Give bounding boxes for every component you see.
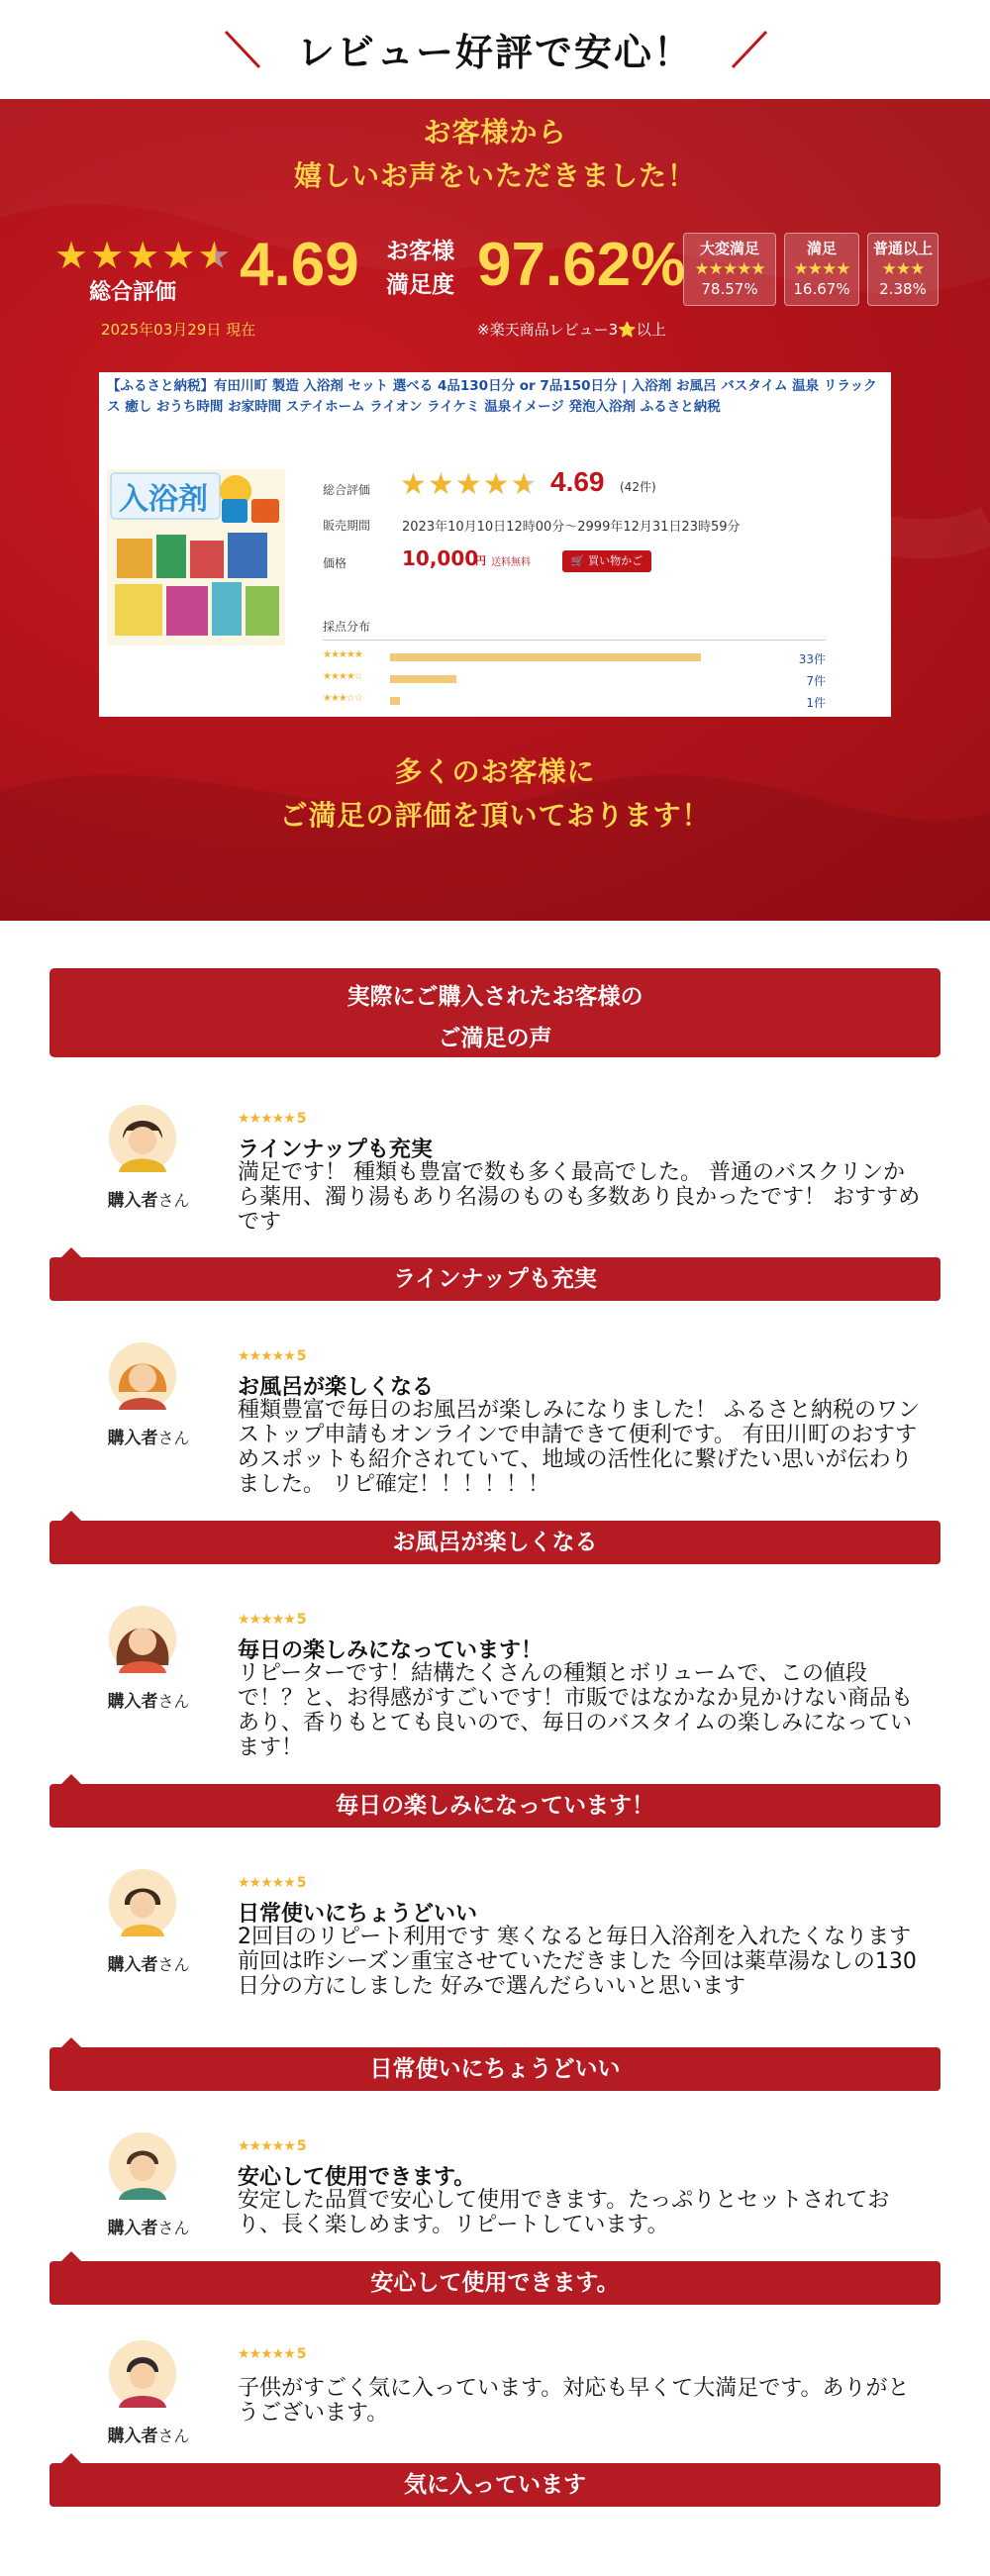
distribution-count[interactable]: 33件 [798, 652, 826, 666]
closing-line-2: ご満足の評価を頂いております！ [279, 799, 711, 832]
distribution-row-5[interactable] [323, 649, 826, 665]
review-title: 安心して使用できます。 [238, 2165, 476, 2190]
distribution-count[interactable]: 7件 [806, 674, 826, 688]
review-stars: ★★★★★ 5 [238, 1612, 306, 1628]
review-banner: 気に入っています [50, 2463, 940, 2507]
page-title: レビュー好評で安心！ [296, 31, 693, 74]
review-body: リピーターです！結構たくさんの種類とボリュームで、この値段で！？と、お得感がすごいです！市販ではなかなか見かけない商品もあり、香りもとても良いので、毎日のバスタイムの楽しみになっています！ [238, 1661, 914, 1760]
avatar [109, 2132, 176, 2200]
page-header [0, 0, 990, 99]
card-rating-value: 4.69 [550, 466, 605, 497]
free-shipping-label: 送料無料 [491, 557, 531, 568]
closing-line-1: 多くのお客様に [394, 755, 596, 788]
overall-stars [54, 234, 231, 277]
as-of-date: 2025年03月29日 現在 [101, 321, 256, 339]
satisfaction-rate: 97.62% [477, 231, 686, 299]
review-stars: ★★★★★ 5 [238, 1875, 306, 1891]
satisfaction-label: お客様 満足度 [386, 239, 454, 298]
headline-line-1: お客様から [423, 116, 567, 149]
star-icon: ★ [54, 234, 89, 277]
avatar [109, 1869, 176, 1936]
product-image-graphic [107, 469, 285, 645]
product-title-link[interactable]: 【ふるさと納税】有田川町 製造 入浴剤 セット 選べる 4品130日分 or 7品150日分 | 入浴剤 お風呂 バスタイム 温泉 リラックス 癒し おうち時間 お家時間 ステイホーム ライオン ライケミ 温泉イメージ 発泡入浴剤 ふるさと納税 [107, 378, 877, 415]
breakdown-very-satisfied: 大変満足 ★★★★★ 78.57% [683, 233, 776, 306]
review-title: 毎日の楽しみになっています！ [238, 1638, 544, 1663]
buyer-label: 購入者さん [107, 1692, 190, 1712]
distribution-bar [390, 675, 456, 683]
headline-line-2: 嬉しいお声をいただきました！ [293, 159, 696, 192]
breakdown-average-or-above: 普通以上 ★★★ 2.38% [867, 233, 939, 306]
star-icon: ★★★★★ [694, 259, 765, 279]
distribution-bar [390, 697, 400, 705]
review-body: 安定した品質で安心して使用できます。たっぷりとセットされており、長く楽しめます。リピートしています。 [238, 2188, 890, 2237]
buyer-label: 購入者さん [107, 1191, 190, 1211]
slash-decoration-right [727, 28, 772, 73]
review-title: お風呂が楽しくなる [238, 1375, 435, 1400]
star-icon: ★★★★☆ [323, 671, 362, 682]
distribution-bar [390, 653, 701, 661]
review-banner: 安心して使用できます。 [50, 2261, 940, 2305]
price-unit: 円 [475, 554, 486, 567]
distribution-count[interactable]: 1件 [806, 696, 826, 710]
period-label: 販売期間 [323, 519, 371, 533]
star-icon: ★★★☆☆ [323, 693, 362, 704]
avatar [109, 1105, 176, 1172]
star-icon: ★★★★★ [323, 649, 362, 660]
review-body: 種類豊富で毎日のお風呂が楽しみになりました！ ふるさと納税のワンストップ申請もオンラインで申請できて便利です。 有田川町のおすすめスポットも紹介されていて、地域の活性化に繋げたい思いが伝わりました。 リピ確定！！！！！！ [238, 1398, 920, 1497]
review-banner: ラインナップも充実 [50, 1257, 940, 1301]
star-icon: ★★★ [881, 259, 925, 279]
overall-rating: 4.69 [240, 231, 359, 299]
cart-icon: 🛒 [570, 554, 585, 567]
review-stars: ★★★★★ 5 [238, 1348, 306, 1364]
breakdown-satisfied: 満足 ★★★★ 16.67% [784, 233, 859, 306]
card-review-count[interactable]: (42件) [620, 480, 656, 494]
review-title: ラインナップも充実 [238, 1138, 433, 1162]
price-label: 価格 [323, 556, 347, 570]
half-star-icon: ★ [197, 234, 232, 277]
rating-summary-section [0, 99, 990, 921]
distribution-label: 採点分布 [323, 620, 371, 634]
rating-label: 総合評価 [323, 483, 371, 497]
review-body: 2回目のリピート利用です 寒くなると毎日入浴剤を入れたくなります 前回は昨シーズン重宝させていただきました 今回は薬草湯なしの130日分の方にしました 好みで選んだらいいと思います [238, 1925, 917, 1999]
review-title: 日常使いにちょうどいい [238, 1902, 478, 1927]
review-stars: ★★★★★ 5 [238, 1111, 306, 1127]
product-image-text: 入浴剤 [119, 482, 208, 517]
review-banner: 日常使いにちょうどいい [50, 2047, 940, 2091]
add-to-cart-button[interactable]: 🛒 買い物かご [562, 550, 651, 572]
star-icon: ★ [161, 234, 196, 277]
star-icon: ★ [126, 234, 160, 277]
avatar [109, 2340, 176, 2408]
distribution-row-3[interactable] [323, 693, 826, 709]
customer-voices-banner: 実際にご購入されたお客様の ご満足の声 [50, 968, 940, 1057]
review-banner: 毎日の楽しみになっています！ [50, 1784, 940, 1828]
product-image[interactable] [107, 469, 285, 645]
buyer-label: 購入者さん [107, 1955, 190, 1975]
overall-label: 総合評価 [89, 280, 177, 305]
card-rating-stars: ★★★★★ [400, 467, 539, 502]
star-icon: ★★★★ [793, 259, 850, 279]
buyer-label: 購入者さん [107, 2427, 190, 2446]
review-source-note: ※楽天商品レビュー3⭐以上 [477, 321, 666, 339]
divider [323, 640, 826, 641]
buyer-label: 購入者さん [107, 2219, 190, 2238]
avatar [109, 1342, 176, 1410]
review-stars: ★★★★★ 5 [238, 2346, 306, 2362]
review-body: 子供がすごく気に入っています。対応も早くて大満足です。ありがとうございます。 [238, 2376, 910, 2426]
review-body: 満足です！ 種類も豊富で数も多く最高でした。 普通のバスクリンから薬用、濁り湯もあり名湯のものも多数あり良かったです！ おすすめです [238, 1160, 921, 1235]
product-review-card [99, 372, 891, 717]
buyer-label: 購入者さん [107, 1429, 190, 1448]
price-value: 10,000 [402, 546, 479, 570]
distribution-row-4[interactable] [323, 671, 826, 687]
star-icon: ★ [90, 234, 125, 277]
avatar [109, 1606, 176, 1673]
review-stars: ★★★★★ 5 [238, 2138, 306, 2154]
review-banner: お風呂が楽しくなる [50, 1521, 940, 1564]
sales-period: 2023年10月10日12時00分〜2999年12月31日23時59分 [402, 520, 741, 535]
